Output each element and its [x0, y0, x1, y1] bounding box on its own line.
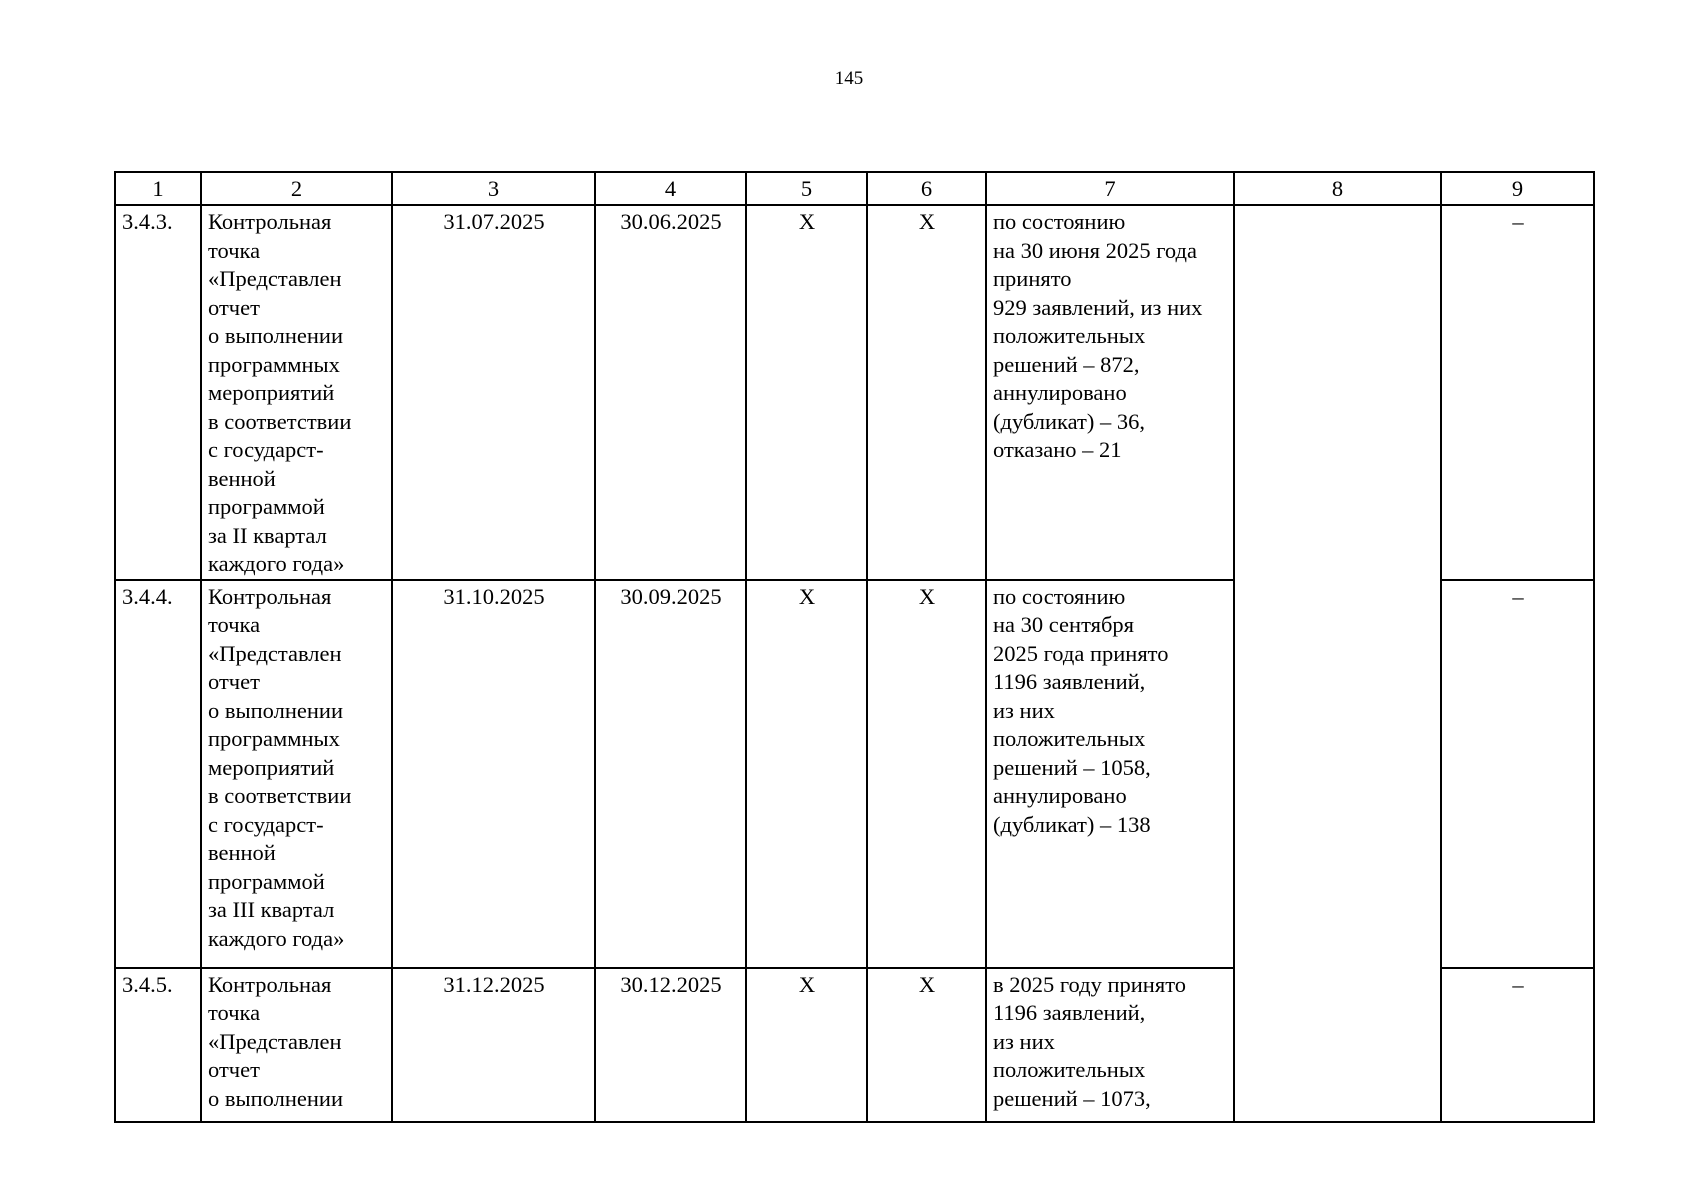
date-plan: 31.10.2025 — [392, 580, 595, 968]
col6-mark: Х — [867, 968, 986, 1122]
column-header: 6 — [867, 172, 986, 205]
status-text: по состоянию на 30 сентября 2025 года принято 1196 заявлений, из них положительных решений – 1058, аннулировано (дубликат) – 138 — [986, 580, 1234, 968]
column-header: 9 — [1441, 172, 1594, 205]
row-title: Контрольная точка «Представлен отчет о выполнении программных мероприятий в соответствии с государст- венной программой за III квартал каждого года» — [201, 580, 392, 968]
status-text: в 2025 году принято 1196 заявлений, из них положительных решений – 1073, — [986, 968, 1234, 1122]
row-title: Контрольная точка «Представлен отчет о выполнении — [201, 968, 392, 1122]
date-fact: 30.06.2025 — [595, 205, 746, 580]
row-title: Контрольная точка «Представлен отчет о выполнении программных мероприятий в соответствии с государст- венной программой за II квартал каждого года» — [201, 205, 392, 580]
col9-dash: – — [1441, 580, 1594, 968]
status-text: по состоянию на 30 июня 2025 года принято 929 заявлений, из них положительных решений – 872, аннулировано (дубликат) – 36, отказано – 21 — [986, 205, 1234, 580]
column-header: 5 — [746, 172, 867, 205]
col9-dash: – — [1441, 968, 1594, 1122]
table-header-row — [115, 172, 1594, 205]
date-plan: 31.07.2025 — [392, 205, 595, 580]
col6-mark: Х — [867, 205, 986, 580]
table-row — [115, 205, 1594, 580]
col5-mark: Х — [746, 968, 867, 1122]
column-header: 1 — [115, 172, 201, 205]
column-header: 7 — [986, 172, 1234, 205]
column-header: 8 — [1234, 172, 1441, 205]
page-number: 145 — [834, 68, 864, 89]
col5-mark: Х — [746, 580, 867, 968]
column-header: 3 — [392, 172, 595, 205]
date-plan: 31.12.2025 — [392, 968, 595, 1122]
row-number: 3.4.5. — [115, 968, 201, 1122]
row-number: 3.4.4. — [115, 580, 201, 968]
col6-mark: Х — [867, 580, 986, 968]
col5-mark: Х — [746, 205, 867, 580]
column-header: 4 — [595, 172, 746, 205]
row-number: 3.4.3. — [115, 205, 201, 580]
column-header: 2 — [201, 172, 392, 205]
col8-merged-empty — [1234, 205, 1441, 1122]
col9-dash: – — [1441, 205, 1594, 580]
date-fact: 30.09.2025 — [595, 580, 746, 968]
control-points-table — [114, 171, 1595, 1123]
date-fact: 30.12.2025 — [595, 968, 746, 1122]
